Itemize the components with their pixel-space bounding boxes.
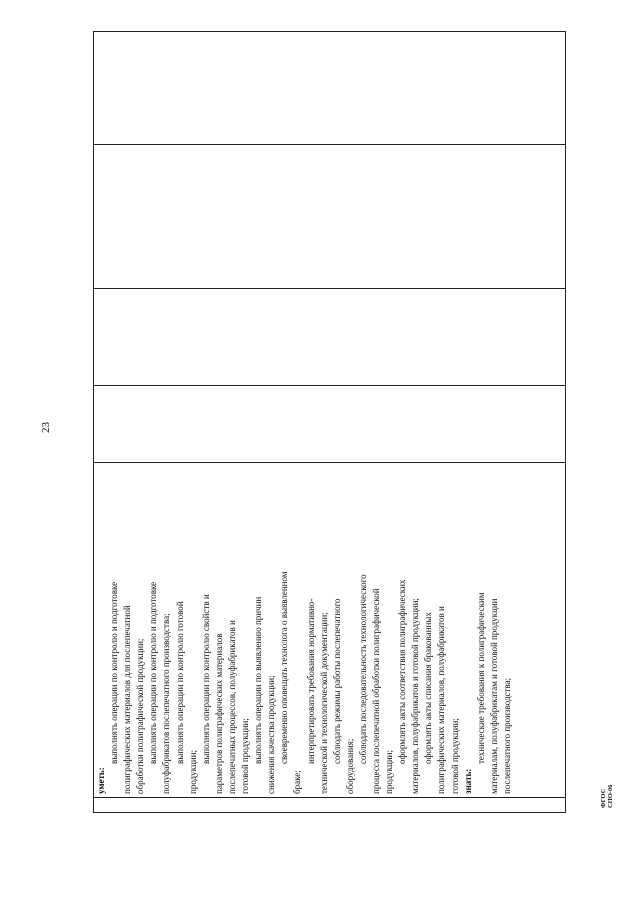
umet-line: материалов, полуфабрикатов и готовой продукции; bbox=[410, 598, 421, 794]
table-cell-skills-knowledge bbox=[93, 463, 566, 798]
table-cell-blank bbox=[93, 386, 566, 463]
umet-line: полиграфических материалов, полуфабрикатов и bbox=[436, 606, 447, 794]
table-cell-blank-index bbox=[93, 798, 566, 813]
znat-line: технические требования к полиграфическим bbox=[475, 592, 486, 764]
umet-line: обработки полиграфической продукции; bbox=[135, 638, 146, 794]
umet-line: оборудования; bbox=[344, 738, 355, 794]
umet-line: полиграфических материалов для послепечатной bbox=[122, 605, 133, 794]
umet-line: оформлять акты соответствия полиграфических bbox=[397, 579, 408, 764]
umet-line: снижения качества продукции; bbox=[266, 675, 277, 794]
umet-line: готовой продукции; bbox=[240, 718, 251, 794]
umet-line: браке; bbox=[292, 770, 303, 794]
umet-line: оформлять акты списания бракованных bbox=[423, 612, 434, 764]
heading-umet: уметь: bbox=[96, 767, 106, 794]
umet-line: послепечатных процессов, полуфабрикатов и bbox=[226, 620, 237, 794]
umet-line: выполнять операции по контролю готовой bbox=[174, 601, 185, 764]
umet-line: технической и технологической документации; bbox=[318, 612, 329, 794]
heading-znat: знать: bbox=[462, 768, 473, 794]
competency-table bbox=[93, 31, 566, 813]
umet-line: продукции; bbox=[384, 750, 395, 794]
znat-line: материалам, полуфабрикатам и готовой продукции bbox=[488, 598, 499, 794]
znat-line: послепечатного производства; bbox=[501, 677, 512, 794]
umet-line: выполнять операции по выявлению причин bbox=[253, 596, 264, 764]
umet-line: своевременно оповещать технолога о выявленном bbox=[279, 571, 290, 764]
umet-line: готовой продукции; bbox=[449, 718, 460, 794]
umet-line: выполнять операции по контролю и подготовке bbox=[109, 581, 120, 764]
footer-code: ФГОС СПО-06 bbox=[600, 784, 614, 808]
umet-line: соблюдать последовательность технологического bbox=[357, 574, 368, 764]
umet-line: полуфабрикатов послепечатного производства; bbox=[161, 613, 172, 794]
umet-line: процесса послепечатной обработки полиграфической bbox=[370, 588, 381, 794]
table-cell-blank bbox=[93, 145, 566, 289]
umet-line: выполнять операции по контролю свойств и bbox=[200, 594, 211, 764]
umet-line: продукции; bbox=[187, 750, 198, 794]
umet-line: интерпретировать требования нормативно- bbox=[305, 598, 316, 764]
page-number: 23 bbox=[40, 422, 52, 433]
umet-line: параметров полиграфических материалов bbox=[213, 633, 224, 794]
table-cell-blank bbox=[93, 289, 566, 386]
table-cell-blank bbox=[93, 31, 566, 145]
umet-line: соблюдать режимы работы послепечатного bbox=[331, 598, 342, 764]
umet-line: выполнять операции по контролю и подготовке bbox=[148, 581, 159, 764]
